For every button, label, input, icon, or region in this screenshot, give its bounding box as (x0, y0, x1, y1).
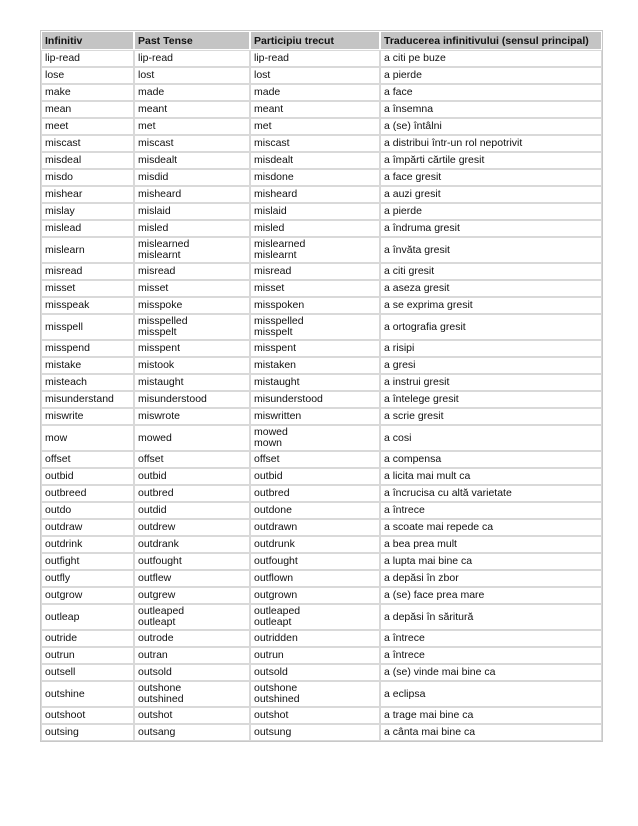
cell-translation: a încrucisa cu altă varietate (380, 485, 602, 502)
cell-infinitive: outrun (41, 647, 134, 664)
table-header (41, 31, 602, 50)
cell-infinitive: mistake (41, 357, 134, 374)
verb-form: outfought (138, 555, 182, 567)
table-row (41, 519, 602, 536)
cell-past-tense (134, 707, 250, 724)
cell-participle (250, 553, 380, 570)
cell-past-tense (134, 451, 250, 468)
cell-translation: a citi gresit (380, 263, 602, 280)
table-row (41, 314, 602, 340)
cell-translation: a îndruma gresit (380, 220, 602, 237)
cell-translation: a bea prea mult (380, 536, 602, 553)
cell-infinitive: misread (41, 263, 134, 280)
cell-past-tense (134, 169, 250, 186)
cell-past-tense (134, 536, 250, 553)
cell-infinitive: make (41, 84, 134, 101)
verb-form: outsold (138, 666, 172, 678)
cell-participle (250, 391, 380, 408)
cell-past-tense (134, 50, 250, 67)
cell-infinitive: misspell (41, 314, 134, 340)
cell-infinitive: miscast (41, 135, 134, 152)
cell-participle (250, 374, 380, 391)
verb-form: outrun (254, 649, 284, 661)
table-row (41, 101, 602, 118)
cell-infinitive: outdrink (41, 536, 134, 553)
cell-past-tense (134, 391, 250, 408)
cell-past-tense (134, 587, 250, 604)
table-row (41, 707, 602, 724)
cell-past-tense (134, 485, 250, 502)
table-row (41, 647, 602, 664)
verb-form: outleaped (138, 605, 185, 617)
table-row (41, 724, 602, 741)
verb-form: outrode (138, 632, 174, 644)
cell-past-tense (134, 425, 250, 451)
header-infinitive: Infinitiv (41, 31, 134, 50)
cell-translation: a ortografia gresit (380, 314, 602, 340)
cell-participle (250, 118, 380, 135)
table-row (41, 485, 602, 502)
verb-form: outshone (138, 682, 182, 694)
cell-translation: a întelege gresit (380, 391, 602, 408)
table-row (41, 237, 602, 263)
verb-form: mistaught (254, 376, 300, 388)
cell-participle (250, 707, 380, 724)
cell-translation: a împărti cărtile gresit (380, 152, 602, 169)
cell-infinitive: outbid (41, 468, 134, 485)
verb-form: met (138, 120, 156, 132)
verb-form: outshone (254, 682, 298, 694)
table-row (41, 220, 602, 237)
cell-infinitive: outride (41, 630, 134, 647)
irregular-verbs-table (40, 30, 603, 742)
verb-form: outleapt (254, 616, 292, 628)
cell-participle (250, 502, 380, 519)
cell-infinitive: misdo (41, 169, 134, 186)
cell-participle (250, 536, 380, 553)
verb-form: mistaken (254, 359, 297, 371)
cell-translation: a depăsi în săritură (380, 604, 602, 630)
cell-participle (250, 314, 380, 340)
cell-translation: a distribui într-un rol nepotrivit (380, 135, 602, 152)
cell-translation: a întrece (380, 647, 602, 664)
header-past-tense: Past Tense (134, 31, 250, 50)
table-row (41, 297, 602, 314)
cell-infinitive: mislead (41, 220, 134, 237)
cell-translation: a (se) întâlni (380, 118, 602, 135)
cell-infinitive: offset (41, 451, 134, 468)
cell-participle (250, 357, 380, 374)
cell-past-tense (134, 570, 250, 587)
cell-infinitive: mow (41, 425, 134, 451)
verb-form: outbred (254, 487, 290, 499)
table-body (41, 50, 602, 741)
verb-form: outgrown (254, 589, 298, 601)
cell-infinitive: lip-read (41, 50, 134, 67)
verb-form: outgrew (138, 589, 176, 601)
cell-infinitive: mislay (41, 203, 134, 220)
verb-form: made (254, 86, 281, 98)
cell-participle (250, 220, 380, 237)
cell-past-tense (134, 519, 250, 536)
cell-past-tense (134, 408, 250, 425)
verb-form: misspelt (254, 326, 293, 338)
cell-translation: a (se) face prea mare (380, 587, 602, 604)
verb-form: misspelled (254, 315, 304, 327)
cell-infinitive: outsell (41, 664, 134, 681)
table-row (41, 664, 602, 681)
verb-form: misled (254, 222, 285, 234)
cell-translation: a instrui gresit (380, 374, 602, 391)
cell-infinitive: mean (41, 101, 134, 118)
verb-form: misspoken (254, 299, 305, 311)
verb-form: mowed (138, 431, 172, 444)
table-row (41, 468, 602, 485)
table-row (41, 67, 602, 84)
cell-translation: a însemna (380, 101, 602, 118)
cell-infinitive: outsing (41, 724, 134, 741)
cell-participle (250, 468, 380, 485)
cell-infinitive: mislearn (41, 237, 134, 263)
cell-past-tense (134, 84, 250, 101)
cell-translation: a (se) vinde mai bine ca (380, 664, 602, 681)
cell-translation: a lupta mai bine ca (380, 553, 602, 570)
verb-form: lip-read (138, 52, 174, 64)
verb-form: outflew (138, 572, 172, 584)
verb-form: outbid (254, 470, 283, 482)
cell-participle (250, 237, 380, 263)
cell-infinitive: outbreed (41, 485, 134, 502)
cell-past-tense (134, 237, 250, 263)
verb-form: misspent (138, 342, 181, 354)
verb-form: outbid (138, 470, 167, 482)
cell-infinitive: outshine (41, 681, 134, 707)
cell-past-tense (134, 357, 250, 374)
verb-form: miswrote (138, 410, 181, 422)
cell-infinitive: outshoot (41, 707, 134, 724)
cell-participle (250, 67, 380, 84)
verb-form: miscast (138, 137, 174, 149)
cell-participle (250, 408, 380, 425)
cell-past-tense (134, 220, 250, 237)
table-row (41, 169, 602, 186)
verb-form: misset (138, 282, 169, 294)
verb-form: offset (254, 453, 280, 465)
verb-form: miscast (254, 137, 290, 149)
cell-translation: a licita mai mult ca (380, 468, 602, 485)
cell-translation: a scoate mai repede ca (380, 519, 602, 536)
cell-translation: a compensa (380, 451, 602, 468)
cell-translation: a face (380, 84, 602, 101)
cell-participle (250, 664, 380, 681)
verb-form: mowed (254, 426, 288, 438)
verb-form: meant (254, 103, 284, 115)
cell-infinitive: misset (41, 280, 134, 297)
verb-form: mistook (138, 359, 175, 371)
cell-participle (250, 169, 380, 186)
cell-translation: a învăta gresit (380, 237, 602, 263)
verb-form: mistaught (138, 376, 184, 388)
cell-past-tense (134, 604, 250, 630)
cell-past-tense (134, 101, 250, 118)
verb-form: misspent (254, 342, 297, 354)
cell-translation: a face gresit (380, 169, 602, 186)
verb-form: outshined (138, 693, 184, 705)
verb-form: outdid (138, 504, 167, 516)
table-row (41, 280, 602, 297)
cell-participle (250, 152, 380, 169)
verb-form: meant (138, 103, 168, 115)
cell-infinitive: outfly (41, 570, 134, 587)
cell-participle (250, 84, 380, 101)
cell-translation: a scrie gresit (380, 408, 602, 425)
cell-past-tense (134, 630, 250, 647)
verb-form: offset (138, 453, 164, 465)
header-row (41, 31, 602, 50)
cell-translation: a trage mai bine ca (380, 707, 602, 724)
cell-participle (250, 135, 380, 152)
document-page (40, 30, 601, 742)
table-row (41, 630, 602, 647)
table-row (41, 84, 602, 101)
verb-form: misspoke (138, 299, 183, 311)
table-row (41, 118, 602, 135)
verb-form: misread (254, 265, 292, 277)
cell-past-tense (134, 297, 250, 314)
cell-past-tense (134, 502, 250, 519)
cell-translation: a depăsi în zbor (380, 570, 602, 587)
cell-participle (250, 485, 380, 502)
cell-participle (250, 587, 380, 604)
cell-infinitive: meet (41, 118, 134, 135)
table-row (41, 553, 602, 570)
verb-form: outshined (254, 693, 300, 705)
verb-form: mislearnt (138, 249, 181, 261)
cell-past-tense (134, 135, 250, 152)
header-participle: Participiu trecut (250, 31, 380, 50)
cell-participle (250, 630, 380, 647)
cell-translation: a citi pe buze (380, 50, 602, 67)
cell-participle (250, 604, 380, 630)
verb-form: misdone (254, 171, 294, 183)
cell-participle (250, 263, 380, 280)
verb-form: outbred (138, 487, 174, 499)
cell-translation: a aseza gresit (380, 280, 602, 297)
verb-form: misheard (254, 188, 298, 200)
cell-participle (250, 50, 380, 67)
cell-past-tense (134, 118, 250, 135)
verb-form: misread (138, 265, 176, 277)
cell-participle (250, 519, 380, 536)
table-row (41, 186, 602, 203)
cell-infinitive: outdo (41, 502, 134, 519)
verb-form: outleapt (138, 616, 176, 628)
table-row (41, 135, 602, 152)
header-translation: Traducerea infinitivului (sensul principal) (380, 31, 602, 50)
table-row (41, 340, 602, 357)
cell-past-tense (134, 203, 250, 220)
cell-participle (250, 297, 380, 314)
verb-form: misdealt (138, 154, 178, 166)
cell-infinitive: outfight (41, 553, 134, 570)
cell-participle (250, 280, 380, 297)
verb-form: outfought (254, 555, 298, 567)
cell-translation: a gresi (380, 357, 602, 374)
cell-translation: a se exprima gresit (380, 297, 602, 314)
table-row (41, 570, 602, 587)
verb-form: mislearned (254, 238, 306, 250)
cell-participle (250, 724, 380, 741)
verb-form: mislaid (138, 205, 171, 217)
verb-form: outdrawn (254, 521, 298, 533)
verb-form: outdrunk (254, 538, 295, 550)
cell-infinitive: mishear (41, 186, 134, 203)
cell-past-tense (134, 374, 250, 391)
verb-form: misheard (138, 188, 182, 200)
cell-participle (250, 203, 380, 220)
verb-form: lost (138, 69, 155, 81)
cell-past-tense (134, 681, 250, 707)
verb-form: miswritten (254, 410, 302, 422)
verb-form: outsold (254, 666, 288, 678)
cell-past-tense (134, 67, 250, 84)
cell-infinitive: misdeal (41, 152, 134, 169)
verb-form: met (254, 120, 272, 132)
cell-participle (250, 451, 380, 468)
cell-infinitive: outleap (41, 604, 134, 630)
verb-form: mislearnt (254, 249, 297, 261)
verb-form: outran (138, 649, 168, 661)
table-row (41, 203, 602, 220)
cell-infinitive: misteach (41, 374, 134, 391)
cell-translation: a risipi (380, 340, 602, 357)
cell-participle (250, 186, 380, 203)
cell-infinitive: misspend (41, 340, 134, 357)
table-row (41, 587, 602, 604)
verb-form: misspelt (138, 326, 177, 338)
cell-translation: a auzi gresit (380, 186, 602, 203)
cell-participle (250, 101, 380, 118)
verb-form: outshot (138, 709, 173, 721)
table-row (41, 408, 602, 425)
cell-past-tense (134, 664, 250, 681)
cell-past-tense (134, 314, 250, 340)
table-row (41, 391, 602, 408)
verb-form: outridden (254, 632, 298, 644)
cell-translation: a cânta mai bine ca (380, 724, 602, 741)
cell-past-tense (134, 280, 250, 297)
verb-form: lip-read (254, 52, 290, 64)
verb-form: misled (138, 222, 169, 234)
table-row (41, 263, 602, 280)
cell-translation: a pierde (380, 203, 602, 220)
verb-form: misset (254, 282, 285, 294)
verb-form: outleaped (254, 605, 301, 617)
verb-form: misunderstood (254, 393, 323, 405)
cell-infinitive: outdraw (41, 519, 134, 536)
table-row (41, 50, 602, 67)
verb-form: outsang (138, 726, 176, 738)
cell-translation: a pierde (380, 67, 602, 84)
cell-past-tense (134, 468, 250, 485)
table-row (41, 357, 602, 374)
verb-form: outdone (254, 504, 292, 516)
verb-form: mislearned (138, 238, 190, 250)
cell-infinitive: misspeak (41, 297, 134, 314)
table-row (41, 536, 602, 553)
verb-form: made (138, 86, 165, 98)
cell-past-tense (134, 340, 250, 357)
verb-form: outdrew (138, 521, 176, 533)
cell-past-tense (134, 647, 250, 664)
cell-past-tense (134, 263, 250, 280)
verb-form: outshot (254, 709, 289, 721)
verb-form: outflown (254, 572, 294, 584)
verb-form: misdealt (254, 154, 294, 166)
verb-form: lost (254, 69, 271, 81)
cell-past-tense (134, 553, 250, 570)
cell-participle (250, 570, 380, 587)
table-row (41, 152, 602, 169)
verb-form: outsung (254, 726, 292, 738)
verb-form: mislaid (254, 205, 287, 217)
cell-infinitive: miswrite (41, 408, 134, 425)
cell-participle (250, 340, 380, 357)
cell-translation: a cosi (380, 425, 602, 451)
verb-form: outdrank (138, 538, 179, 550)
table-row (41, 502, 602, 519)
cell-past-tense (134, 724, 250, 741)
cell-translation: a întrece (380, 630, 602, 647)
cell-infinitive: lose (41, 67, 134, 84)
table-row (41, 425, 602, 451)
table-row (41, 604, 602, 630)
cell-translation: a întrece (380, 502, 602, 519)
cell-participle (250, 681, 380, 707)
cell-past-tense (134, 186, 250, 203)
cell-participle (250, 647, 380, 664)
verb-form: misdid (138, 171, 169, 183)
table-row (41, 681, 602, 707)
verb-form: misunderstood (138, 393, 207, 405)
verb-form: mown (254, 437, 283, 449)
cell-infinitive: outgrow (41, 587, 134, 604)
table-row (41, 374, 602, 391)
cell-participle (250, 425, 380, 451)
verb-form: misspelled (138, 315, 188, 327)
table-row (41, 451, 602, 468)
cell-past-tense (134, 152, 250, 169)
cell-infinitive: misunderstand (41, 391, 134, 408)
cell-translation: a eclipsa (380, 681, 602, 707)
